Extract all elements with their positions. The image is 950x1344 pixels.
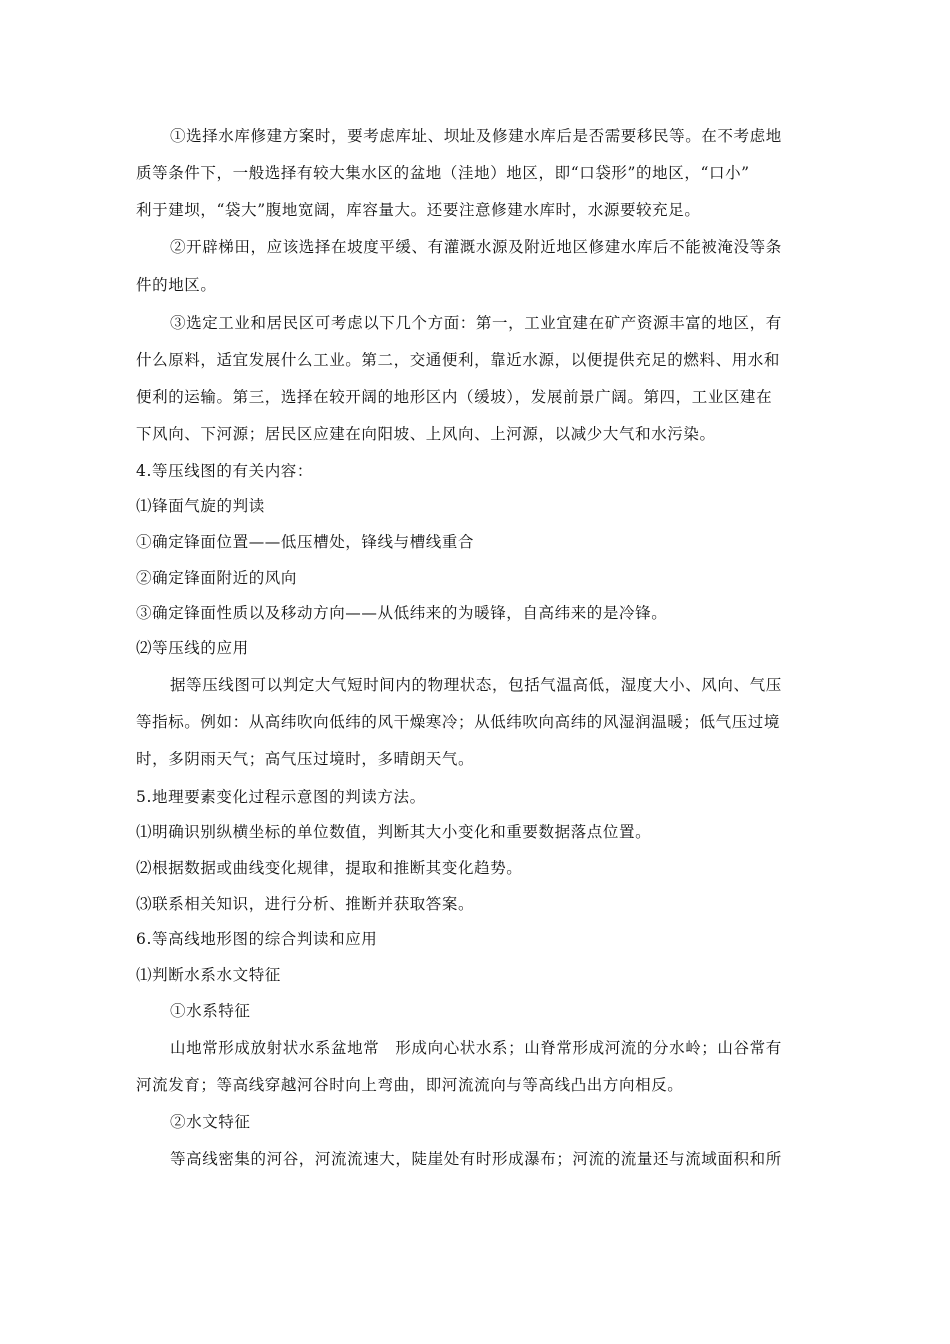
list-item: ⑴明确识别纵横坐标的单位数值，判断其大小变化和重要数据落点位置。 bbox=[136, 823, 652, 841]
text-line: 山地常形成放射状水系盆地常 形成向心状水系；山脊常形成河流的分水岭；山谷常有 bbox=[170, 1039, 782, 1057]
section-heading: 5.地理要素变化过程示意图的判读方法。 bbox=[136, 788, 426, 806]
text-line: 时，多阴雨天气；高气压过境时，多晴朗天气。 bbox=[136, 750, 475, 768]
section-heading: 6.等高线地形图的综合判读和应用 bbox=[136, 930, 378, 948]
list-item: ①确定锋面位置——低压槽处，锋线与槽线重合 bbox=[136, 533, 475, 551]
text-line: 河流发育；等高线穿越河谷时向上弯曲，即河流流向与等高线凸出方向相反。 bbox=[136, 1076, 684, 1094]
subheading: ②水文特征 bbox=[170, 1113, 251, 1131]
text-line: 质等条件下，一般选择有较大集水区的盆地（洼地）地区，即“口袋形”的地区，“口小” bbox=[136, 164, 750, 182]
text-line: 件的地区。 bbox=[136, 276, 217, 294]
subheading: ⑵等压线的应用 bbox=[136, 639, 249, 657]
list-item: ②确定锋面附近的风向 bbox=[136, 569, 298, 587]
text-line: 什么原料，适宜发展什么工业。第二，交通便利，靠近水源，以便提供充足的燃料、用水和 bbox=[136, 351, 781, 369]
list-item: ⑶联系相关知识，进行分析、推断并获取答案。 bbox=[136, 895, 475, 913]
text-line: 下风向、下河源；居民区应建在向阳坡、上风向、上河源，以减少大气和水污染。 bbox=[136, 425, 716, 443]
text-line: 便利的运输。第三，选择在较开阔的地形区内（缓坡），发展前景广阔。第四，工业区建在 bbox=[136, 388, 773, 406]
section-heading: 4.等压线图的有关内容： bbox=[136, 462, 313, 480]
subheading: ①水系特征 bbox=[170, 1002, 251, 1020]
text-line: 利于建坝，“袋大”腹地宽阔，库容量大。还要注意修建水库时，水源要较充足。 bbox=[136, 201, 701, 219]
text-line: ②开辟梯田，应该选择在坡度平缓、有灌溉水源及附近地区修建水库后不能被淹没等条 bbox=[170, 238, 782, 256]
text-line: 等高线密集的河谷，河流流速大，陡崖处有时形成瀑布；河流的流量还与流域面积和所 bbox=[170, 1150, 782, 1168]
subheading: ⑴锋面气旋的判读 bbox=[136, 497, 265, 515]
list-item: ⑵根据数据或曲线变化规律，提取和推断其变化趋势。 bbox=[136, 859, 523, 877]
text-line: 据等压线图可以判定大气短时间内的物理状态，包括气温高低，湿度大小、风向、气压 bbox=[170, 676, 782, 694]
text-line: 等指标。例如：从高纬吹向低纬的风干燥寒冷；从低纬吹向高纬的风湿润温暖；低气压过境 bbox=[136, 713, 781, 731]
text-line: ③选定工业和居民区可考虑以下几个方面：第一，工业宜建在矿产资源丰富的地区，有 bbox=[170, 314, 782, 332]
subheading: ⑴判断水系水文特征 bbox=[136, 966, 281, 984]
list-item: ③确定锋面性质以及移动方向——从低纬来的为暖锋，自高纬来的是冷锋。 bbox=[136, 604, 668, 622]
text-line: ①选择水库修建方案时，要考虑库址、坝址及修建水库后是否需要移民等。在不考虑地 bbox=[170, 127, 782, 145]
